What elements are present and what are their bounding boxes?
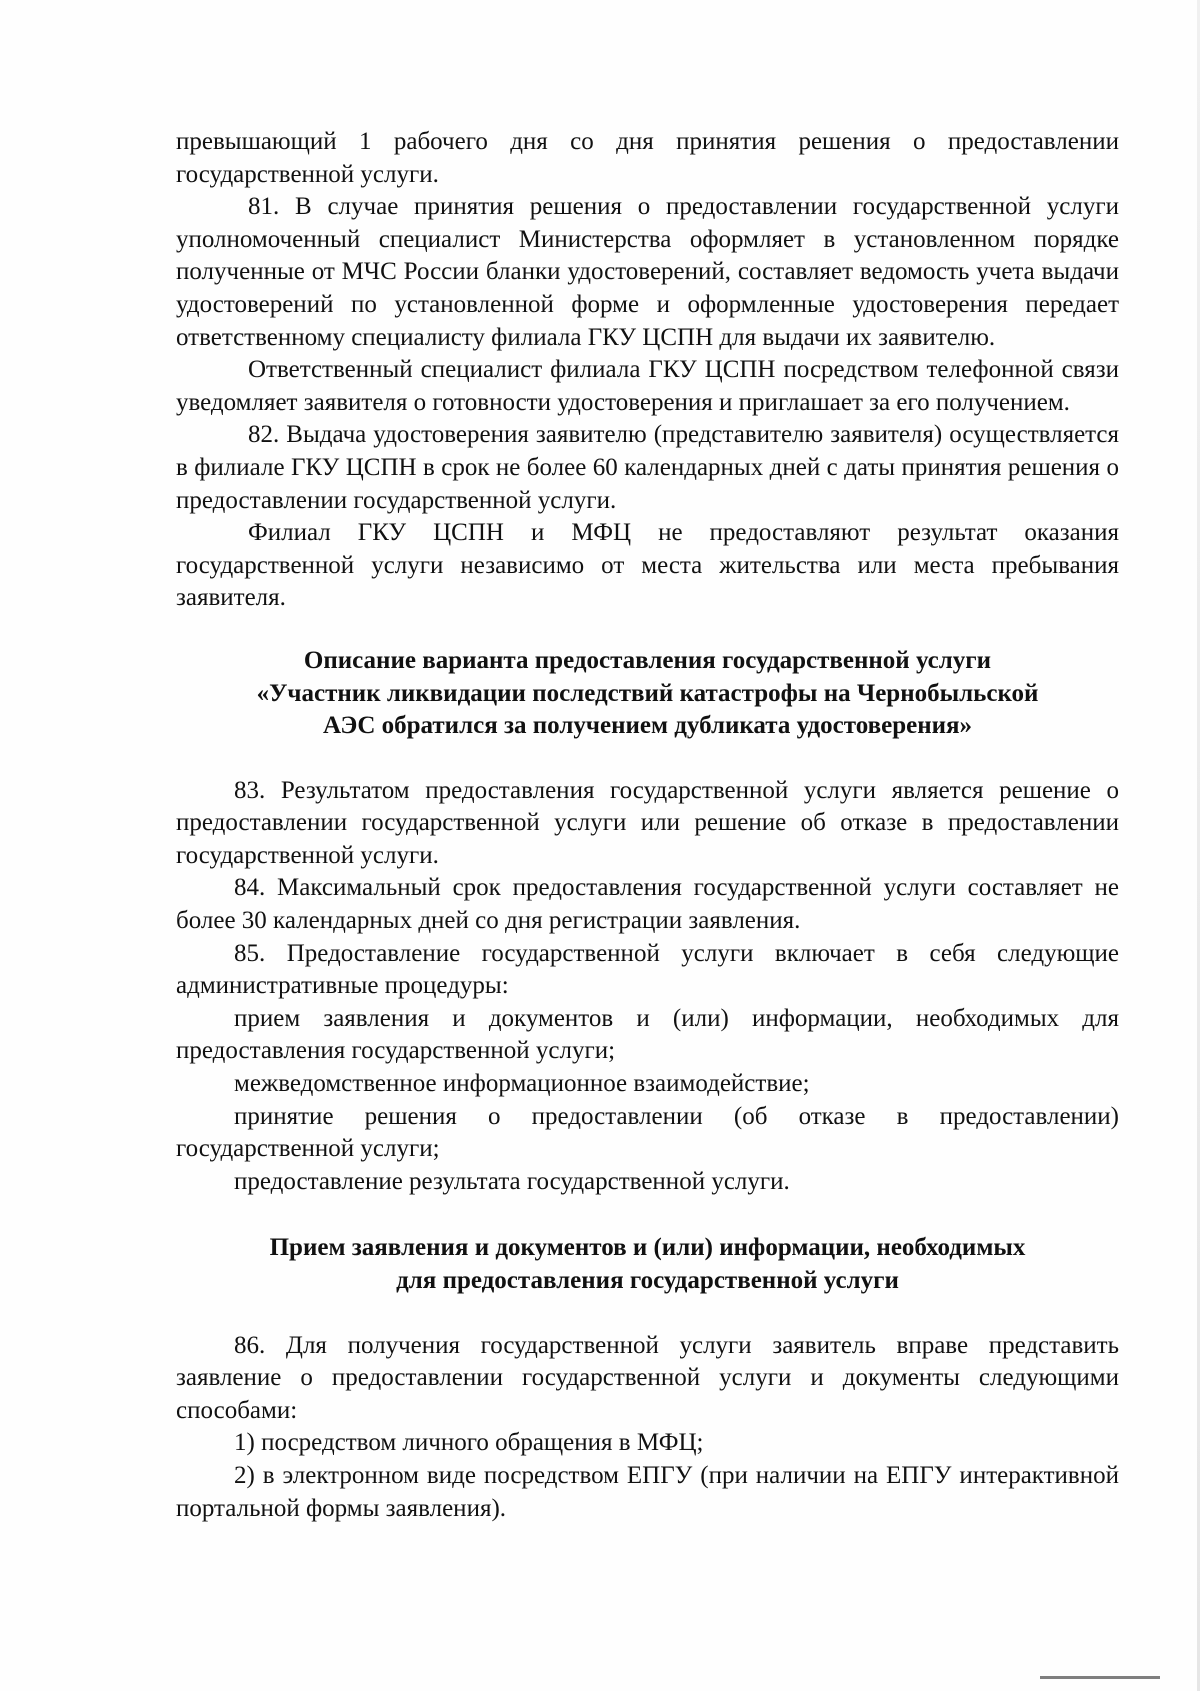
procedure-item-interagency: межведомственное информационное взаимодействие; — [234, 1070, 810, 1098]
spacer — [176, 615, 1119, 645]
section-heading-line-2: для предоставления государственной услуги — [396, 1267, 899, 1294]
section-heading-line-3: АЭС обратился за получением дубликата удостоверения» — [322, 712, 973, 740]
section-heading-line-2: «Участник ликвидации последствий катастрофы на Чернобыльской — [256, 679, 1039, 707]
method-item-2: 2) в электронном виде посредством ЕПГУ (при наличии на ЕПГУ интерактивной портальной формы заявления). — [176, 1461, 1119, 1522]
document-body — [176, 126, 1119, 1525]
paragraph-86: 86. Для получения государственной услуги заявитель вправе представить заявление о предоставлении государственной услуги и документы следующими способами: — [176, 1331, 1119, 1424]
scan-mark — [1040, 1676, 1160, 1679]
paragraph-83: 83. Результатом предоставления государственной услуги является решение о предоставлении государственной услуги или решение об отказе в предоставлении государственной услуги. — [176, 776, 1119, 869]
section-heading-line-1: Прием заявления и документов и (или) информации, необходимых — [269, 1234, 1026, 1262]
paragraph-84: 84. Максимальный срок предоставления государственной услуги составляет не более 30 календарных дней со дня регистрации заявления. — [176, 874, 1119, 935]
procedure-item-reception: прием заявления и документов и (или) информации, необходимых для предоставления государственной услуги; — [176, 1004, 1119, 1065]
section-heading-reception — [176, 1232, 1119, 1297]
procedure-item-decision: принятие решения о предоставлении (об отказе в предоставлении) государственной услуги; — [176, 1102, 1119, 1163]
spacer — [176, 743, 1119, 775]
paragraph-continuation: превышающий 1 рабочего дня со дня принятия решения о предоставлении государственной услуги. — [176, 128, 1119, 188]
section-heading-duplicate — [176, 645, 1119, 743]
procedure-item-result: предоставление результата государственной услуги. — [234, 1167, 790, 1195]
paragraph-responsible-specialist: Ответственный специалист филиала ГКУ ЦСПН посредством телефонной связи уведомляет заявителя о готовности удостоверения и приглашает за его получением. — [176, 356, 1119, 416]
paragraph-82: 82. Выдача удостоверения заявителю (представителю заявителя) осуществляется в филиале ГКУ ЦСПН в срок не более 60 календарных дней с даты принятия решения о предоставлении государственной услуги. — [176, 421, 1119, 514]
spacer — [176, 1198, 1119, 1232]
paragraph-85: 85. Предоставление государственной услуги включает в себя следующие административные процедуры: — [176, 939, 1119, 1000]
paragraph-branch-mfc: Филиал ГКУ ЦСПН и МФЦ не предоставляют результат оказания государственной услуги независимо от места жительства или места пребывания заявителя. — [176, 519, 1119, 612]
section-heading-line-1: Описание варианта предоставления государственной услуги — [303, 646, 992, 674]
method-item-1: 1) посредством личного обращения в МФЦ; — [234, 1429, 704, 1457]
spacer — [176, 1298, 1119, 1330]
paragraph-81: 81. В случае принятия решения о предоставлении государственной услуги уполномоченный специалист Министерства оформляет в установленном порядке полученные от МЧС России бланки удостоверений, составляет ведомость учета выдачи удостоверений по установленной форме и оформленные удостоверения передает ответственному специалисту филиала ГКУ ЦСПН для выдачи их заявителю. — [176, 193, 1119, 351]
